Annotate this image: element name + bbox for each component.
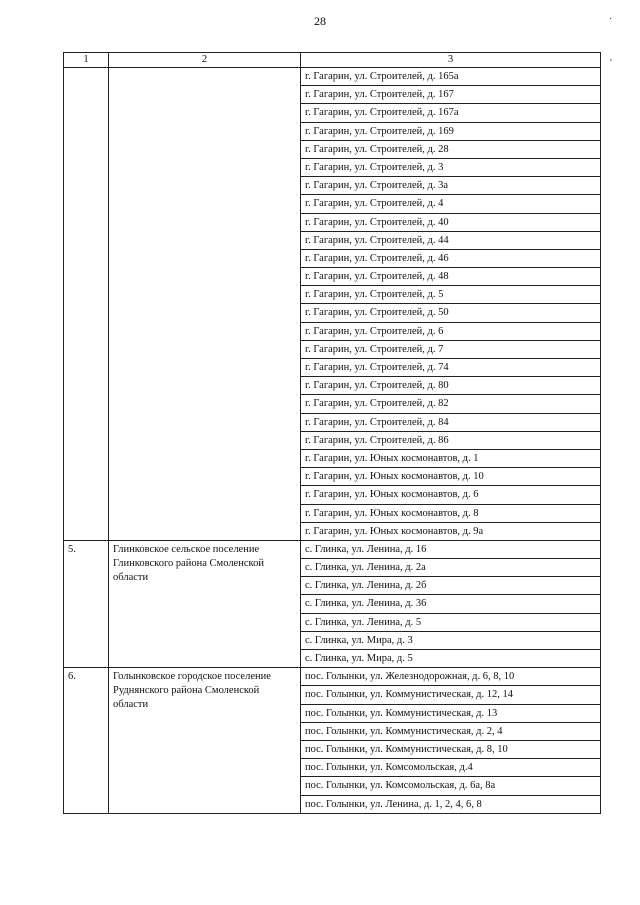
address-cell: г. Гагарин, ул. Строителей, д. 167: [301, 86, 601, 104]
address-cell: г. Гагарин, ул. Строителей, д. 6: [301, 322, 601, 340]
address-cell: пос. Голынки, ул. Коммунистическая, д. 8, 10: [301, 740, 601, 758]
address-cell: г. Гагарин, ул. Строителей, д. 169: [301, 122, 601, 140]
table-row: [64, 540, 601, 558]
address-cell: г. Гагарин, ул. Юных космонавтов, д. 1: [301, 449, 601, 467]
address-cell: г. Гагарин, ул. Строителей, д. 44: [301, 231, 601, 249]
address-table: [63, 52, 601, 814]
address-cell: пос. Голынки, ул. Комсомольская, д. 6а, 8а: [301, 777, 601, 795]
address-cell: г. Гагарин, ул. Юных космонавтов, д. 6: [301, 486, 601, 504]
settlement-name: Глинковское сельское поселение Глинковского района Смоленской области: [109, 540, 301, 667]
address-cell: г. Гагарин, ул. Строителей, д. 84: [301, 413, 601, 431]
address-cell: пос. Голынки, ул. Коммунистическая, д. 2, 4: [301, 722, 601, 740]
address-cell: г. Гагарин, ул. Строителей, д. 167а: [301, 104, 601, 122]
header-cell-1: 1: [64, 53, 109, 68]
row-number: 5.: [64, 540, 109, 667]
address-cell: с. Глинка, ул. Ленина, д. 36: [301, 595, 601, 613]
address-cell: г. Гагарин, ул. Юных космонавтов, д. 9а: [301, 522, 601, 540]
address-cell: г. Гагарин, ул. Строителей, д. 50: [301, 304, 601, 322]
address-cell: г. Гагарин, ул. Строителей, д. 3а: [301, 177, 601, 195]
address-cell: с. Глинка, ул. Ленина, д. 2а: [301, 559, 601, 577]
settlement-name: Голынковское городское поселение Руднянского района Смоленской области: [109, 668, 301, 814]
address-cell: г. Гагарин, ул. Строителей, д. 7: [301, 340, 601, 358]
corner-mark: ·: [609, 14, 613, 25]
table-row: [64, 68, 601, 86]
header-cell-3: 3: [301, 53, 601, 68]
address-cell: пос. Голынки, ул. Комсомольская, д.4: [301, 759, 601, 777]
address-cell: с. Глинка, ул. Ленина, д. 5: [301, 613, 601, 631]
header-cell-2: 2: [109, 53, 301, 68]
address-cell: пос. Голынки, ул. Коммунистическая, д. 13: [301, 704, 601, 722]
address-cell: г. Гагарин, ул. Строителей, д. 80: [301, 377, 601, 395]
address-cell: пос. Голынки, ул. Ленина, д. 1, 2, 4, 6, 8: [301, 795, 601, 813]
page-number: 28: [314, 14, 326, 28]
row-number: 6.: [64, 668, 109, 814]
address-cell: с. Глинка, ул. Мира, д. 5: [301, 650, 601, 668]
address-cell: с. Глинка, ул. Ленина, д. 16: [301, 540, 601, 558]
address-cell: г. Гагарин, ул. Строителей, д. 3: [301, 158, 601, 176]
address-cell: пос. Голынки, ул. Коммунистическая, д. 12, 14: [301, 686, 601, 704]
address-cell: г. Гагарин, ул. Строителей, д. 82: [301, 395, 601, 413]
row-number: [64, 68, 109, 541]
address-cell: с. Глинка, ул. Ленина, д. 2б: [301, 577, 601, 595]
address-cell: г. Гагарин, ул. Строителей, д. 28: [301, 140, 601, 158]
address-cell: г. Гагарин, ул. Строителей, д. 40: [301, 213, 601, 231]
table-row: [64, 668, 601, 686]
settlement-name: [109, 68, 301, 541]
corner-mark: ': [610, 58, 612, 69]
address-cell: г. Гагарин, ул. Юных космонавтов, д. 8: [301, 504, 601, 522]
address-cell: с. Глинка, ул. Мира, д. 3: [301, 631, 601, 649]
address-cell: г. Гагарин, ул. Строителей, д. 48: [301, 268, 601, 286]
address-cell: г. Гагарин, ул. Строителей, д. 4: [301, 195, 601, 213]
address-cell: пос. Голынки, ул. Железнодорожная, д. 6, 8, 10: [301, 668, 601, 686]
address-cell: г. Гагарин, ул. Строителей, д. 165а: [301, 68, 601, 86]
address-cell: г. Гагарин, ул. Юных космонавтов, д. 10: [301, 468, 601, 486]
address-cell: г. Гагарин, ул. Строителей, д. 46: [301, 249, 601, 267]
address-cell: г. Гагарин, ул. Строителей, д. 5: [301, 286, 601, 304]
address-cell: г. Гагарин, ул. Строителей, д. 74: [301, 359, 601, 377]
table-header-row: [64, 53, 601, 68]
address-cell: г. Гагарин, ул. Строителей, д. 86: [301, 431, 601, 449]
